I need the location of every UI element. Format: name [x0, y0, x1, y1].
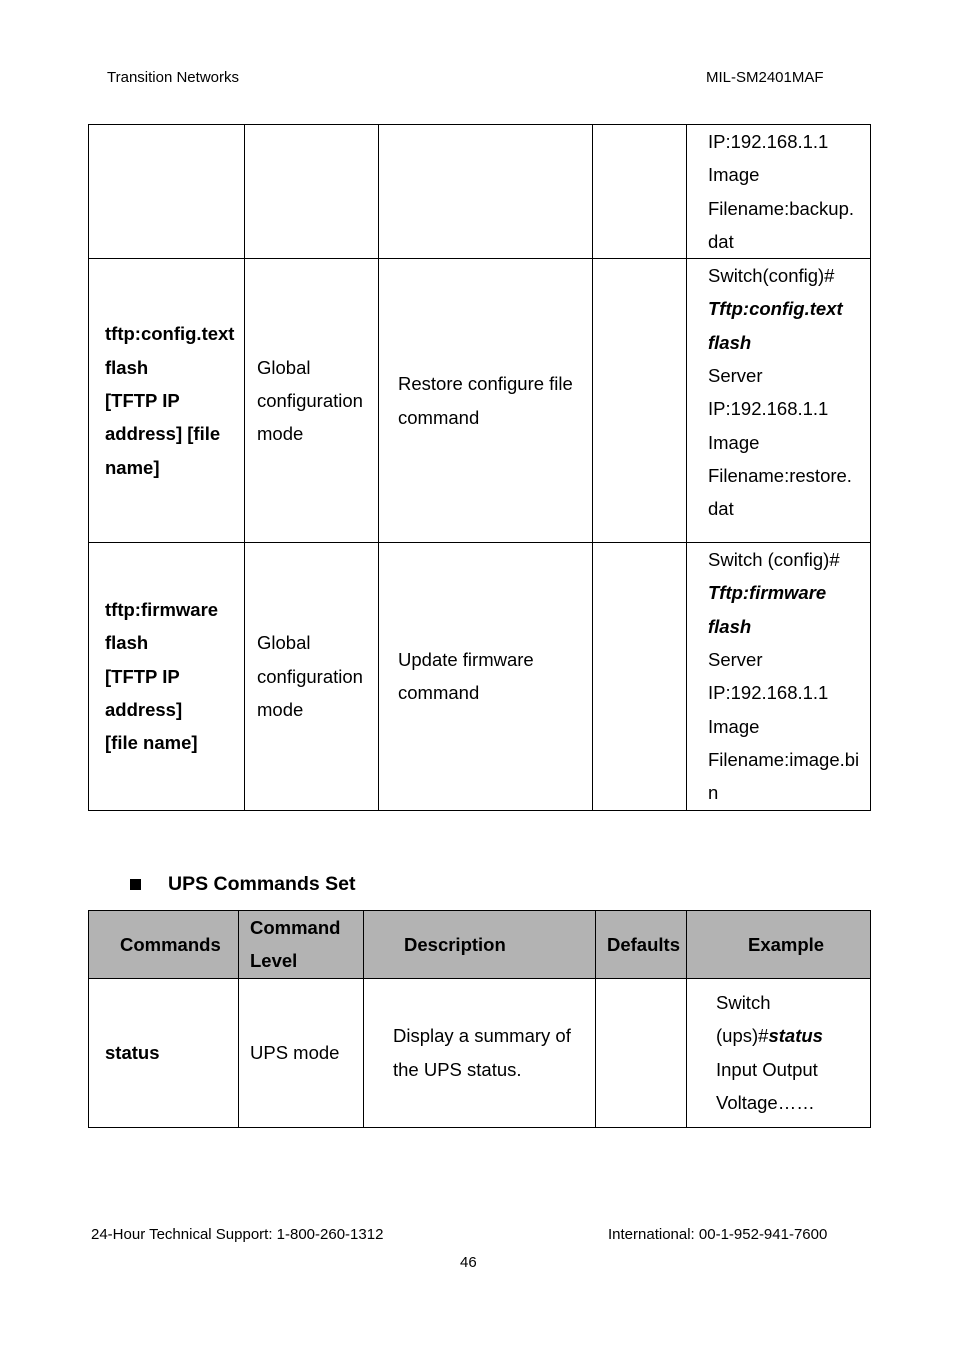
cell-level-line: configuration: [257, 665, 363, 687]
header-level-line2: Level: [250, 950, 298, 972]
table-row: [89, 543, 871, 810]
cell-level-line: Global: [257, 632, 311, 654]
cell-command-line: tftp:firmware: [105, 599, 219, 621]
example-line: Image: [708, 715, 760, 737]
description-line1: Display a summary of: [393, 1025, 571, 1047]
table-header-row: [89, 911, 871, 979]
section-bullet-icon: [130, 879, 141, 890]
cell-description: [379, 543, 593, 810]
description-line2: the UPS status.: [393, 1058, 522, 1080]
header-defaults: Defaults: [596, 911, 687, 979]
example-line: flash: [708, 615, 752, 637]
cell-description-line: Restore configure file: [398, 373, 573, 395]
example-line: Switch (config)#: [708, 549, 840, 571]
cell-level-line: mode: [257, 699, 304, 721]
cell-command-line: [TFTP IP: [105, 390, 180, 412]
example-line: Switch(config)#: [708, 265, 835, 287]
cell-defaults: [593, 543, 687, 810]
cell-command-line: address]: [105, 699, 183, 721]
cell-level: [245, 543, 379, 810]
example-line: Filename:restore.: [708, 464, 852, 486]
cell-description-line: command: [398, 682, 480, 704]
cell-example: [687, 543, 871, 810]
header-company: Transition Networks: [107, 69, 239, 86]
table-row: [89, 125, 871, 259]
example-line2: [716, 1019, 870, 1052]
cell-level: [245, 259, 379, 543]
example-command: status: [768, 1025, 823, 1047]
header-model: MIL-SM2401MAF: [706, 69, 824, 86]
header-commands: Commands: [89, 911, 239, 979]
cell-command-line: [file name]: [105, 732, 198, 754]
cell-command: [89, 259, 245, 543]
cell-command-line: name]: [105, 456, 160, 478]
header-description: Description: [364, 911, 596, 979]
table-row: [89, 978, 871, 1127]
cell-description-line: Update firmware: [398, 649, 534, 671]
example-line: flash: [708, 331, 752, 353]
cell-command-line: [TFTP IP: [105, 665, 180, 687]
cell-description: [379, 125, 593, 259]
example-line: dat: [708, 498, 734, 520]
cell-example: [687, 125, 871, 259]
page-number: 46: [460, 1254, 477, 1271]
example-prefix: (ups)#: [716, 1025, 769, 1047]
example-line: IP:192.168.1.1: [708, 398, 829, 420]
tftp-commands-table: [88, 124, 871, 811]
cell-description-line: command: [398, 406, 480, 428]
cell-command-line: flash: [105, 356, 149, 378]
cell-level: UPS mode: [239, 978, 364, 1127]
example-line: Tftp:firmware: [708, 582, 827, 604]
cell-level-line: configuration: [257, 390, 363, 412]
cell-command-line: tftp:config.text: [105, 323, 235, 345]
example-line: IP:192.168.1.1: [708, 682, 829, 704]
example-line1: Switch: [716, 992, 771, 1013]
cell-command-line: address] [file: [105, 423, 221, 445]
header-example: Example: [687, 911, 871, 979]
cell-command: status: [89, 978, 239, 1127]
cell-command: [89, 125, 245, 259]
cell-description: [379, 259, 593, 543]
example-line: Filename:image.bi: [708, 748, 860, 770]
cell-defaults: [596, 978, 687, 1127]
example-line: dat: [708, 230, 734, 252]
cell-command: [89, 543, 245, 810]
cell-defaults: [593, 125, 687, 259]
header-command-level: [239, 911, 364, 979]
example-line4: Voltage……: [716, 1091, 815, 1113]
cell-description: [364, 978, 596, 1127]
table-row: [89, 259, 871, 543]
example-line: Tftp:config.text: [708, 298, 843, 320]
example-line: Server: [708, 649, 763, 671]
header-level-line1: Command: [250, 917, 341, 938]
example-line: Image: [708, 431, 760, 453]
example-line3: Input Output: [716, 1058, 818, 1080]
footer-international: International: 00-1-952-941-7600: [608, 1226, 828, 1243]
cell-command-line: flash: [105, 632, 149, 654]
section-title: UPS Commands Set: [168, 873, 356, 895]
cell-level-line: mode: [257, 423, 304, 445]
cell-level-line: Global: [257, 356, 311, 378]
example-line: Image: [708, 164, 760, 186]
example-line: Filename:backup.: [708, 197, 855, 219]
cell-level: [245, 125, 379, 259]
ups-commands-table: [88, 910, 871, 1128]
example-line: Server: [708, 365, 763, 387]
example-line: IP:192.168.1.1: [708, 131, 829, 152]
cell-defaults: [593, 259, 687, 543]
footer-support: 24-Hour Technical Support: 1-800-260-1312: [91, 1226, 384, 1243]
cell-example: [687, 259, 871, 543]
example-line: n: [708, 782, 719, 804]
cell-example: [687, 978, 871, 1127]
